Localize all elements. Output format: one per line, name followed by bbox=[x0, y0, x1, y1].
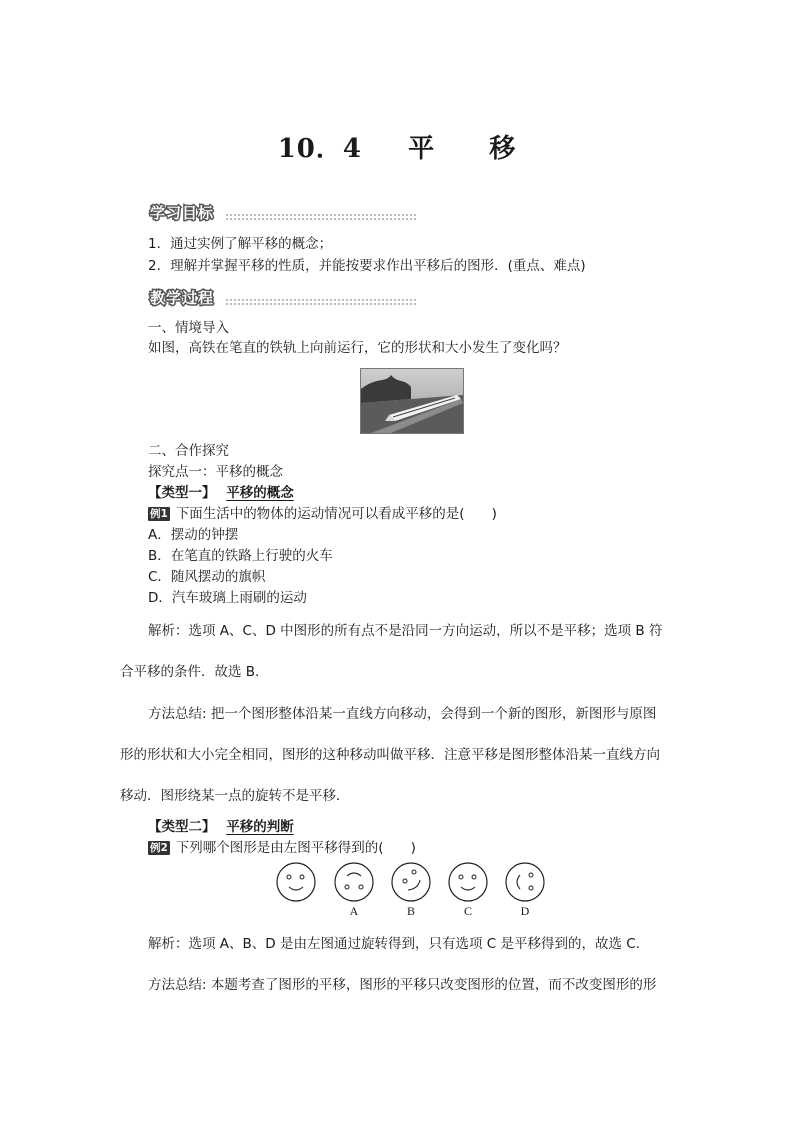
example-1-badge: 例1 bbox=[150, 508, 168, 520]
high-speed-train-photo bbox=[360, 368, 464, 434]
type1-bracket: 【类型一】 bbox=[148, 485, 216, 501]
page-title bbox=[0, 128, 794, 165]
example-1-option-c: C．随风摆动的旗帜 bbox=[148, 569, 266, 585]
face-label-a: A bbox=[349, 904, 359, 918]
face-option-d bbox=[506, 863, 544, 901]
example-1-option-a: A．摆动的钟摆 bbox=[148, 527, 239, 543]
example-1-question: 下面生活中的物体的运动情况可以看成平移的是( ) bbox=[175, 506, 497, 522]
example-1-option-b: B．在笔直的铁路上行驶的火车 bbox=[148, 548, 333, 564]
example-1-method-line-3: 移动．图形绕某一点的旋转不是平移． bbox=[120, 788, 350, 804]
example-2-question: 下列哪个图形是由左图平移得到的( ) bbox=[175, 840, 416, 856]
example-1-method-line-2: 形的形状和大小完全相同，图形的这种移动叫做平移．注意平移是图形整体沿某一直线方向 bbox=[120, 747, 660, 763]
part1-question: 如图，高铁在笔直的铁轨上向前运行，它的形状和大小发生了变化吗？ bbox=[148, 340, 567, 356]
title-char-1: 平 bbox=[408, 134, 436, 164]
type2-bracket: 【类型二】 bbox=[148, 819, 216, 835]
type1-name: 平移的概念 bbox=[226, 485, 294, 501]
face-option-a bbox=[335, 863, 373, 901]
part2-heading: 二、合作探究 bbox=[148, 443, 229, 459]
type2-heading bbox=[148, 817, 294, 837]
goal-item-1: 1．通过实例了解平移的概念； bbox=[148, 236, 333, 252]
example-1-method-line-1: 方法总结: 把一个图形整体沿某一直线方向移动，会得到一个新的图形，新图形与原图 bbox=[148, 706, 657, 722]
face-label-b: B bbox=[406, 904, 415, 918]
section-header-goals bbox=[146, 202, 418, 224]
face-option-c bbox=[449, 863, 487, 901]
example-2-analysis: 解析：选项 A、B、D 是由左图通过旋转得到，只有选项 C 是平移得到的，故选 C. bbox=[148, 936, 640, 952]
part1-heading: 一、情境导入 bbox=[148, 320, 229, 336]
example-1-analysis-line-2: 合平移的条件．故选 B. bbox=[120, 664, 260, 680]
face-option-b bbox=[392, 863, 430, 901]
faces-figure bbox=[274, 862, 554, 918]
example-1-analysis-line-1: 解析：选项 A、C、D 中图形的所有点不是沿同一方向运动，所以不是平移；选项 B 符 bbox=[148, 623, 663, 639]
title-number: 10．4 bbox=[277, 134, 362, 164]
smiley-faces bbox=[274, 862, 554, 906]
example-2-question-line bbox=[148, 838, 416, 858]
section-title-goals: 学习目标 bbox=[150, 204, 215, 222]
type1-heading bbox=[148, 483, 294, 503]
example-2-method-line-1: 方法总结: 本题考查了图形的平移，图形的平移只改变图形的位置，而不改变图形的形 bbox=[148, 977, 657, 993]
example-1-option-d: D．汽车玻璃上雨刷的运动 bbox=[148, 590, 307, 606]
type2-name: 平移的判断 bbox=[226, 819, 294, 835]
example-1-question-line bbox=[148, 504, 497, 524]
section-title-process: 教学过程 bbox=[150, 289, 215, 307]
explore-point-1: 探究点一：平移的概念 bbox=[148, 464, 283, 480]
goal-item-2: 2．理解并掌握平移的性质，并能按要求作出平移后的图形．(重点、难点) bbox=[148, 258, 586, 274]
face-label-c: C bbox=[463, 904, 472, 918]
face-label-d: D bbox=[520, 904, 530, 918]
section-header-process bbox=[146, 287, 418, 309]
face-original bbox=[277, 863, 315, 901]
example-2-badge: 例2 bbox=[150, 842, 168, 854]
title-char-2: 移 bbox=[489, 134, 517, 164]
